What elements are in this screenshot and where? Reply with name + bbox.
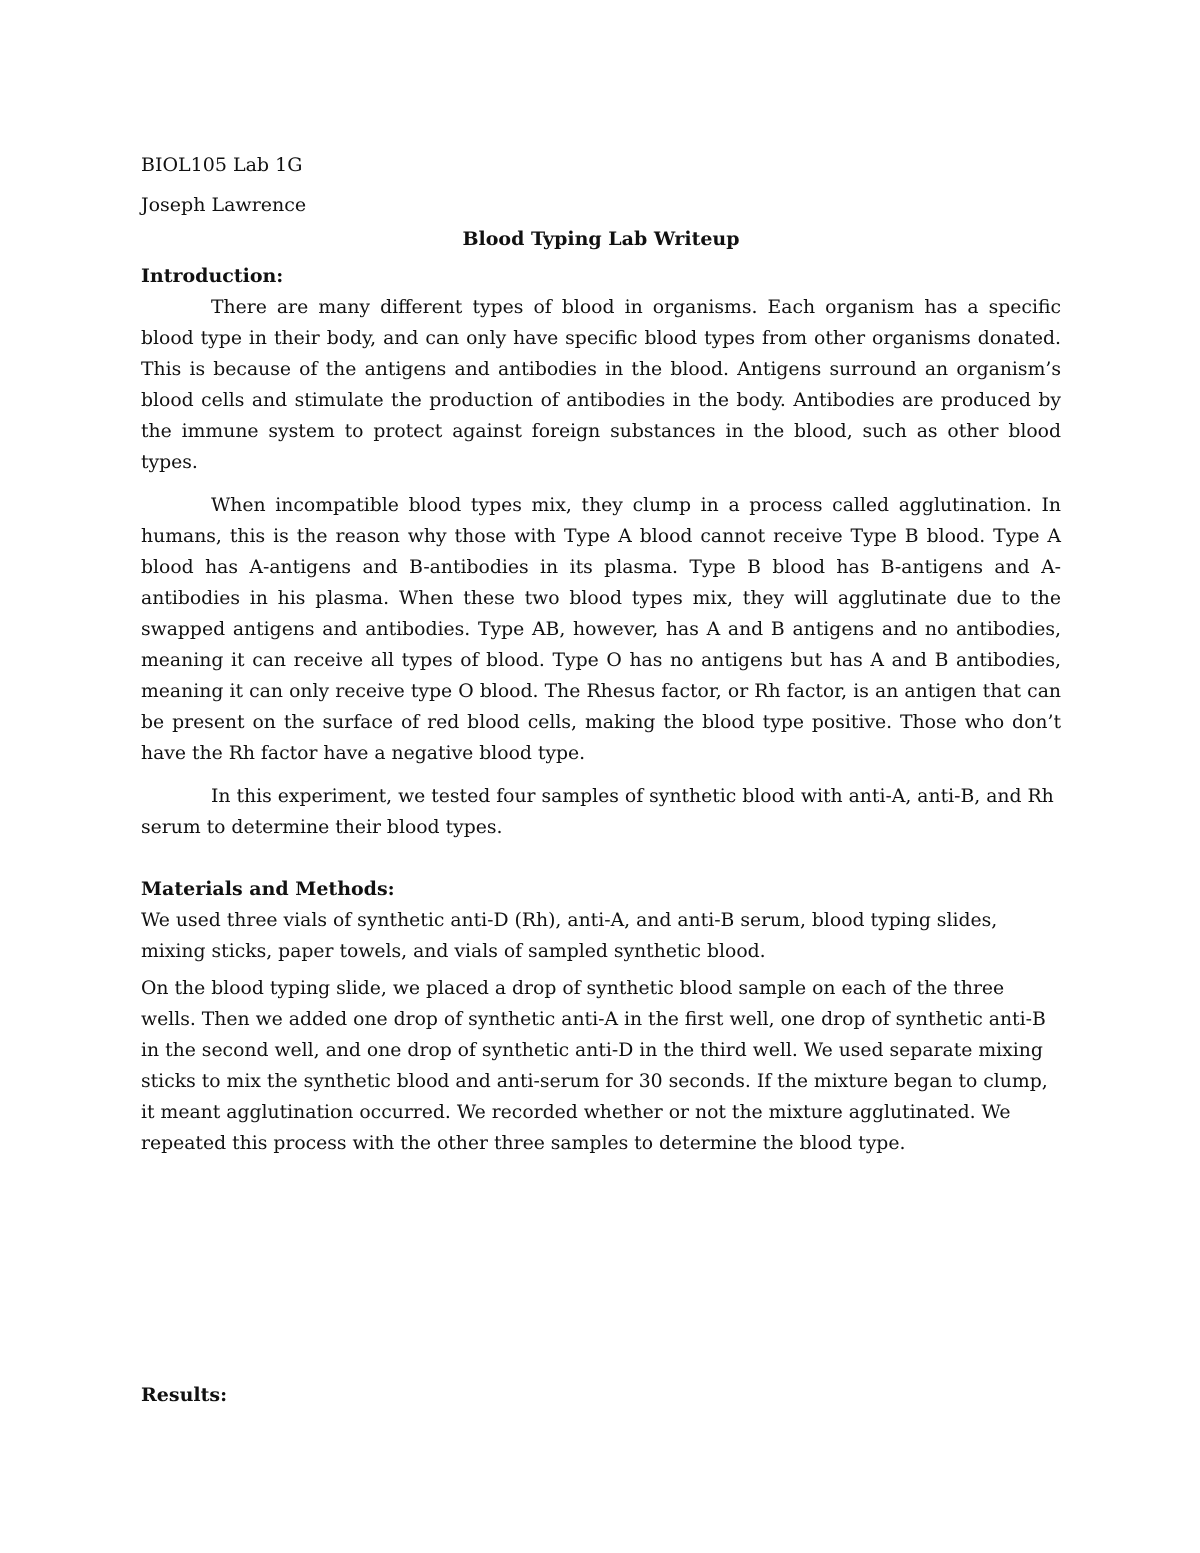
introduction-paragraph: When incompatible blood types mix, they clump in a process called agglutination. In humans, this is the reason why those with Type A blood cannot receive Type B blood. Type A blood has A-antigens and B-antibodies in its plasma. Type B blood has B-antigens and A-antibodies in his plasma. When these two blood types mix, they will agglutinate due to the swapped antigens and antibodies. Type AB, however, has A and B antigens and no antibodies, meaning it can receive all types of blood. Type O has no antigens but has A and B antibodies, meaning it can only receive type O blood. The Rhesus factor, or Rh factor, is an antigen that can be present on the surface of red blood cells, making the blood type positive. Those who don’t have the Rh factor have a negative blood type. <box>141 495 1061 764</box>
section-spacer <box>141 855 1061 874</box>
introduction-heading: Introduction: <box>141 265 284 287</box>
materials-heading: Materials and Methods: <box>141 878 395 900</box>
author-name: Joseph Lawrence <box>141 194 307 216</box>
document-title: Blood Typing Lab Writeup <box>462 228 740 250</box>
introduction-paragraph: In this experiment, we tested four samples of synthetic blood with anti-A, anti-B, and Rh serum to determine their blood types. <box>141 786 1054 838</box>
course-label: BIOL105 Lab 1G <box>141 154 303 176</box>
document-body <box>141 150 1061 1165</box>
results-heading: Results: <box>141 1384 228 1406</box>
materials-paragraph: We used three vials of synthetic anti-D (Rh), anti-A, and anti-B serum, blood typing slides, mixing sticks, paper towels, and vials of sampled synthetic blood. <box>141 910 998 962</box>
methods-paragraph: On the blood typing slide, we placed a drop of synthetic blood sample on each of the three wells. Then we added one drop of synthetic anti-A in the first well, one drop of synthetic anti-B in the second well, and one drop of synthetic anti-D in the third well. We used separate mixing sticks to mix the synthetic blood and anti-serum for 30 seconds. If the mixture began to clump, it meant agglutination occurred. We recorded whether or not the mixture agglutinated. We repeated this process with the other three samples to determine the blood type. <box>141 978 1048 1154</box>
introduction-paragraph: There are many different types of blood in organisms. Each organism has a specific blood type in their body, and can only have specific blood types from other organisms donated. This is because of the antigens and antibodies in the blood. Antigens surround an organism’s blood cells and stimulate the production of antibodies in the body. Antibodies are produced by the immune system to protect against foreign substances in the blood, such as other blood types. <box>141 297 1061 473</box>
